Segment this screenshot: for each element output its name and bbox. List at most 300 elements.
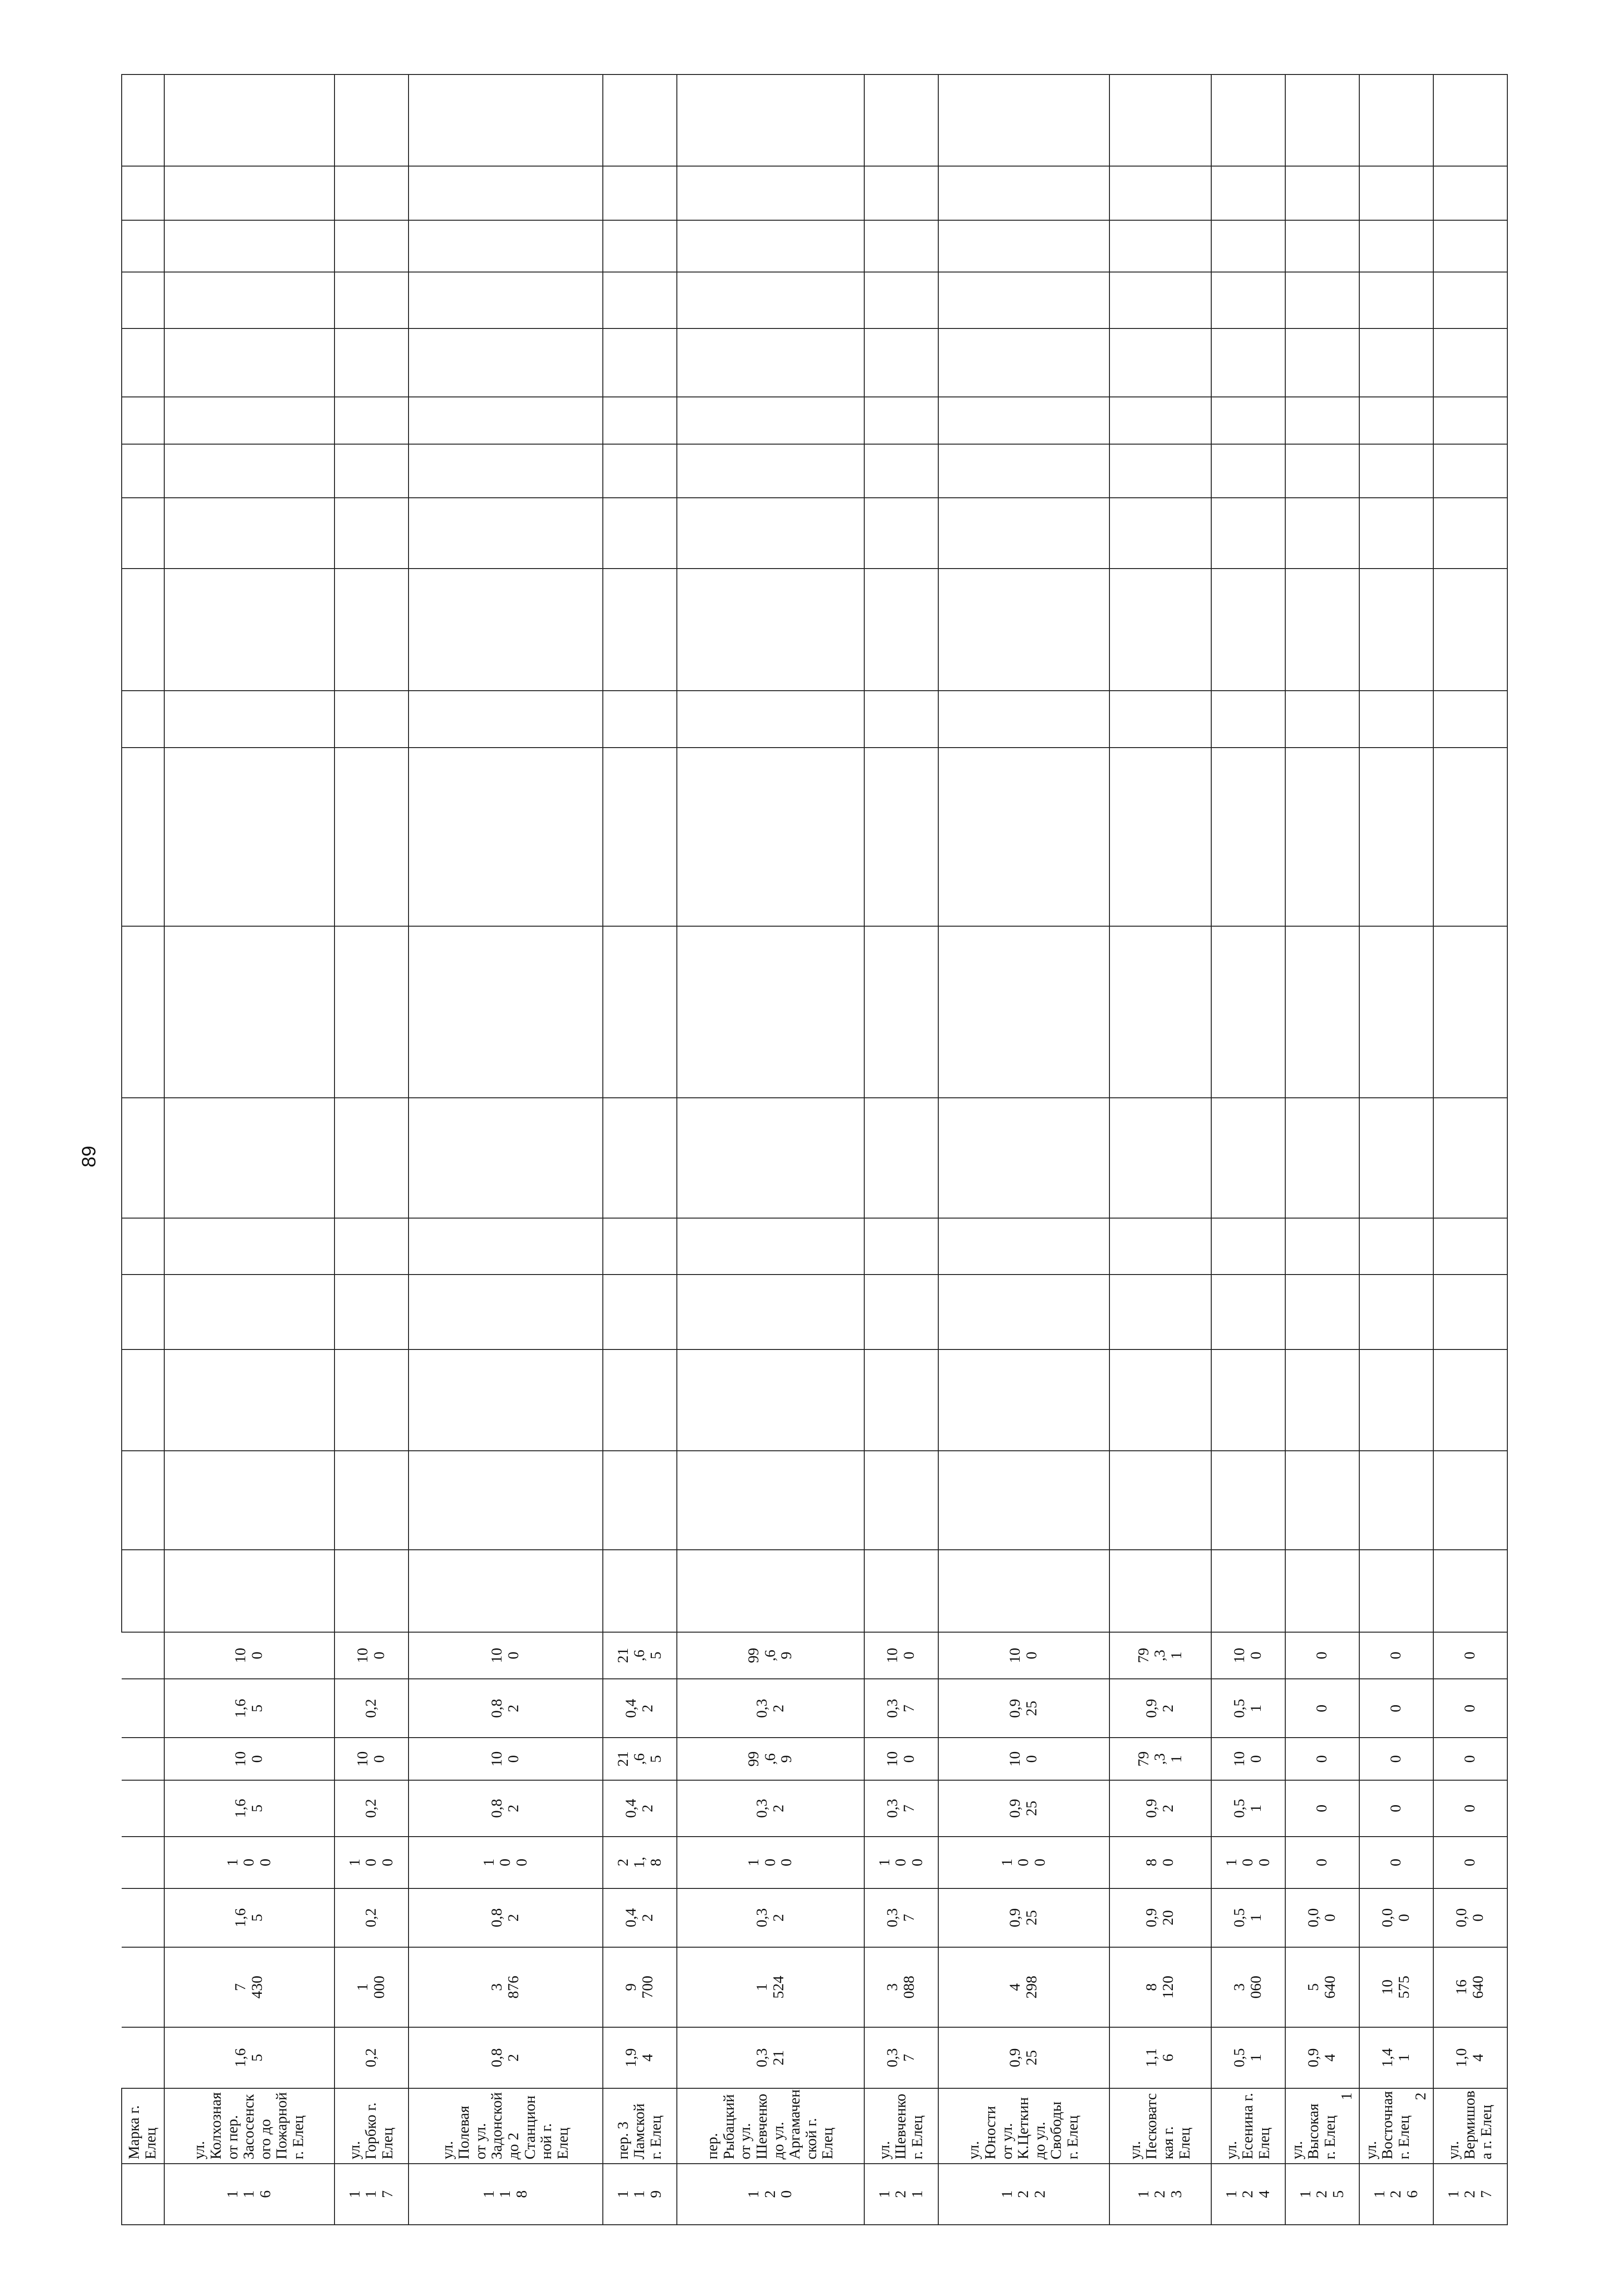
empty-cell	[409, 1275, 603, 1350]
value-cell	[1211, 1947, 1285, 2027]
value-cell	[938, 1632, 1109, 1679]
empty-cell	[938, 1550, 1109, 1632]
value-cell	[1285, 1837, 1359, 1888]
row-name-cell	[335, 2088, 409, 2164]
value-c6: 79 ,3 1	[1135, 1751, 1185, 1767]
empty-cell	[409, 328, 603, 396]
value-cell	[1285, 1632, 1359, 1679]
value-c4: 1 0 0	[1223, 1858, 1273, 1867]
value-cell	[864, 1947, 938, 2027]
rotated-table-wrapper	[121, 74, 1509, 2225]
empty-cell	[864, 166, 938, 220]
empty-cell	[1359, 220, 1433, 272]
empty-cell	[1109, 926, 1211, 1098]
value-cell	[335, 1738, 409, 1780]
empty-cell	[677, 498, 864, 569]
empty-cell	[335, 74, 409, 166]
empty-cell	[335, 220, 409, 272]
value-cell	[677, 2027, 864, 2088]
value-c5: 0,2	[363, 1799, 380, 1818]
table-row	[1211, 74, 1285, 2225]
value-cell	[1211, 1888, 1285, 1947]
value-c7: 0,5 1	[1231, 1699, 1264, 1718]
value-c3: 0,8 2	[489, 1908, 522, 1928]
value-cell	[335, 1780, 409, 1837]
empty-cell	[164, 166, 335, 220]
empty-cell	[1433, 220, 1507, 272]
empty-cell	[409, 926, 603, 1098]
empty-cell	[1359, 74, 1433, 166]
value-cell	[409, 1679, 603, 1738]
value-cell	[1109, 1632, 1211, 1679]
value-c1: 0,8 2	[489, 2048, 522, 2067]
value-c6: 10 0	[884, 1751, 917, 1767]
empty-cell	[1211, 1218, 1285, 1275]
value-cell	[1109, 1888, 1211, 1947]
empty-cell	[1109, 1550, 1211, 1632]
empty-cell	[1109, 397, 1211, 444]
empty-cell	[603, 1275, 677, 1350]
empty-cell	[335, 1550, 409, 1632]
value-cell	[1359, 1947, 1433, 2027]
value-cell	[1285, 2027, 1359, 2088]
empty-cell	[938, 1349, 1109, 1451]
value-c8: 10 0	[1007, 1647, 1040, 1663]
value-c3: 0,0 0	[1305, 1908, 1338, 1928]
value-cell	[1433, 2027, 1507, 2088]
empty-cell	[122, 498, 164, 569]
value-cell	[409, 1837, 603, 1888]
empty-cell	[603, 1098, 677, 1218]
value-c1: 0,3 7	[884, 2048, 917, 2067]
empty-cell	[677, 926, 864, 1098]
empty-cell	[1285, 926, 1359, 1098]
empty-cell	[1433, 498, 1507, 569]
value-cell	[1359, 1780, 1433, 1837]
empty-cell	[1285, 1218, 1359, 1275]
empty-cell	[677, 397, 864, 444]
row-name: ул. Горбко г. Елец	[346, 2102, 396, 2160]
row-index: 1 1 9	[614, 2190, 664, 2198]
empty-cell	[1211, 1349, 1285, 1451]
value-cell	[1433, 1738, 1507, 1780]
value-c7: 0,8 2	[489, 1699, 522, 1718]
empty-cell	[938, 74, 1109, 166]
empty-cell	[1433, 691, 1507, 747]
empty-cell	[677, 1218, 864, 1275]
value-c4: 8 0	[1143, 1858, 1177, 1867]
row-index-cell	[603, 2164, 677, 2225]
row-name: ул. Высокая г. Елец	[1288, 2104, 1338, 2160]
empty-cell	[864, 1349, 938, 1451]
table-row	[335, 74, 409, 2225]
value-c2: 3 088	[884, 1975, 917, 1999]
empty-cell	[1359, 1218, 1433, 1275]
empty-cell	[164, 498, 335, 569]
value-c6: 0	[1313, 1755, 1331, 1763]
empty-cell	[335, 328, 409, 396]
empty-cell	[603, 1218, 677, 1275]
row-mark: 1	[1338, 2092, 1355, 2100]
empty-cell	[122, 1738, 164, 1780]
value-c8: 0	[1462, 1652, 1479, 1659]
empty-cell	[1211, 1451, 1285, 1550]
value-c8: 79 ,3 1	[1135, 1647, 1185, 1663]
value-c3: 1,6 5	[232, 1908, 266, 1928]
empty-cell	[1285, 1451, 1359, 1550]
value-cell	[1285, 1888, 1359, 1947]
empty-cell	[1285, 220, 1359, 272]
value-cell	[938, 1738, 1109, 1780]
empty-cell	[1211, 272, 1285, 328]
table-row	[603, 74, 677, 2225]
value-c8: 0	[1388, 1652, 1405, 1659]
value-cell	[938, 1679, 1109, 1738]
value-c6: 99 ,6 9	[745, 1751, 795, 1767]
value-c8: 21 ,6 5	[614, 1647, 664, 1663]
empty-cell	[409, 444, 603, 498]
empty-cell	[164, 1349, 335, 1451]
empty-cell	[122, 1451, 164, 1550]
value-c2: 10 575	[1379, 1975, 1412, 1999]
value-cell	[409, 1632, 603, 1679]
empty-cell	[335, 1451, 409, 1550]
value-c5: 0,3 7	[884, 1799, 917, 1818]
empty-cell	[1109, 1349, 1211, 1451]
empty-cell	[864, 1218, 938, 1275]
empty-cell	[1433, 926, 1507, 1098]
value-cell	[164, 1632, 335, 1679]
empty-cell	[409, 748, 603, 926]
row-index: 1 2 3	[1135, 2190, 1185, 2198]
value-c6: 10 0	[1231, 1751, 1264, 1767]
value-cell	[677, 1679, 864, 1738]
empty-cell	[122, 166, 164, 220]
row-index-cell	[1109, 2164, 1211, 2225]
value-c4: 0	[1388, 1858, 1405, 1867]
empty-cell	[122, 1837, 164, 1888]
value-cell	[938, 1947, 1109, 2027]
value-c4: 0	[1462, 1858, 1479, 1867]
value-cell	[164, 1837, 335, 1888]
empty-cell	[1109, 569, 1211, 691]
value-cell	[1433, 1947, 1507, 2027]
empty-cell	[864, 74, 938, 166]
header-row	[122, 74, 164, 2225]
empty-cell	[1433, 397, 1507, 444]
value-c8: 0	[1313, 1652, 1331, 1659]
empty-cell	[938, 498, 1109, 569]
empty-cell	[603, 1550, 677, 1632]
table-row	[1285, 74, 1359, 2225]
value-c4: 1 0 0	[346, 1858, 396, 1867]
value-c2: 4 298	[1007, 1975, 1040, 1999]
empty-cell	[1285, 444, 1359, 498]
empty-cell	[1211, 166, 1285, 220]
value-cell	[1211, 1780, 1285, 1837]
empty-cell	[1211, 569, 1285, 691]
empty-cell	[335, 748, 409, 926]
empty-cell	[1109, 328, 1211, 396]
empty-cell	[1359, 272, 1433, 328]
empty-cell	[1359, 1275, 1433, 1350]
table-row	[938, 74, 1109, 2225]
empty-cell	[864, 220, 938, 272]
empty-cell	[164, 1451, 335, 1550]
empty-cell	[1109, 1218, 1211, 1275]
value-c6: 21 ,6 5	[614, 1751, 664, 1767]
table-row	[409, 74, 603, 2225]
row-name: пер. 3 Ламской г. Елец	[614, 2103, 664, 2160]
value-c7: 0,4 2	[623, 1699, 656, 1718]
value-cell	[864, 1780, 938, 1837]
empty-cell	[603, 272, 677, 328]
empty-cell	[677, 1550, 864, 1632]
empty-cell	[122, 569, 164, 691]
empty-cell	[864, 444, 938, 498]
empty-cell	[938, 272, 1109, 328]
empty-cell	[1285, 1349, 1359, 1451]
empty-cell	[1109, 272, 1211, 328]
empty-cell	[335, 569, 409, 691]
value-cell	[1359, 1888, 1433, 1947]
empty-cell	[1433, 1098, 1507, 1218]
empty-cell	[122, 272, 164, 328]
empty-cell	[164, 220, 335, 272]
empty-cell	[164, 748, 335, 926]
value-cell	[603, 1738, 677, 1780]
value-c6: 10 0	[489, 1751, 522, 1767]
empty-cell	[1285, 272, 1359, 328]
value-c1: 1,4 1	[1379, 2048, 1412, 2067]
empty-cell	[1359, 397, 1433, 444]
value-cell	[603, 1888, 677, 1947]
row-index-cell	[1211, 2164, 1285, 2225]
empty-cell	[938, 220, 1109, 272]
row-index-cell	[1433, 2164, 1507, 2225]
empty-cell	[1359, 444, 1433, 498]
value-cell	[409, 2027, 603, 2088]
empty-cell	[1433, 74, 1507, 166]
empty-cell	[335, 1218, 409, 1275]
value-cell	[1285, 1780, 1359, 1837]
empty-cell	[938, 748, 1109, 926]
value-cell	[335, 1679, 409, 1738]
value-c6: 10 0	[354, 1751, 388, 1767]
empty-cell	[409, 1218, 603, 1275]
empty-cell	[1211, 328, 1285, 396]
empty-cell	[864, 498, 938, 569]
empty-cell	[164, 74, 335, 166]
empty-cell	[603, 397, 677, 444]
empty-cell	[864, 1098, 938, 1218]
row-index: 1 2 6	[1371, 2190, 1421, 2198]
row-name: ул. Шевченко г. Елец	[876, 2093, 926, 2160]
value-cell	[1359, 1632, 1433, 1679]
value-c3: 0,3 2	[753, 1908, 787, 1928]
empty-cell	[864, 691, 938, 747]
empty-cell	[938, 166, 1109, 220]
value-cell	[1109, 1837, 1211, 1888]
empty-cell	[335, 926, 409, 1098]
row-index-cell	[1359, 2164, 1433, 2225]
empty-cell	[409, 397, 603, 444]
value-c1: 1,1 6	[1143, 2048, 1177, 2067]
value-c2: 3 060	[1231, 1975, 1264, 1999]
empty-cell	[603, 691, 677, 747]
empty-cell	[603, 444, 677, 498]
empty-cell	[938, 569, 1109, 691]
value-c4: 1 0 0	[745, 1858, 795, 1867]
row-name-cell	[1285, 2088, 1359, 2164]
empty-cell	[603, 748, 677, 926]
empty-cell	[938, 926, 1109, 1098]
row-index: 1 2 0	[745, 2190, 795, 2198]
value-c6: 0	[1388, 1755, 1405, 1763]
row-name-cell	[1109, 2088, 1211, 2164]
value-cell	[603, 1837, 677, 1888]
empty-cell	[864, 1451, 938, 1550]
empty-cell	[122, 1550, 164, 1632]
empty-cell	[122, 1632, 164, 1679]
empty-cell	[1359, 1550, 1433, 1632]
value-cell	[164, 1888, 335, 1947]
value-c5: 0	[1462, 1804, 1479, 1813]
row-name-cell	[603, 2088, 677, 2164]
value-cell	[1109, 1738, 1211, 1780]
empty-cell	[335, 166, 409, 220]
value-cell	[864, 1837, 938, 1888]
value-cell	[1433, 1780, 1507, 1837]
row-name-cell	[677, 2088, 864, 2164]
value-cell	[1109, 1780, 1211, 1837]
empty-cell	[677, 220, 864, 272]
empty-cell	[864, 926, 938, 1098]
empty-cell	[1211, 691, 1285, 747]
empty-cell	[1109, 166, 1211, 220]
empty-cell	[1109, 1098, 1211, 1218]
empty-cell	[1211, 444, 1285, 498]
value-cell	[864, 1738, 938, 1780]
empty-cell	[677, 444, 864, 498]
value-c7: 1,6 5	[232, 1699, 266, 1718]
empty-cell	[677, 328, 864, 396]
empty-cell	[1359, 166, 1433, 220]
value-cell	[603, 1632, 677, 1679]
row-name: ул. Восточная г. Елец	[1363, 2091, 1412, 2160]
value-c6: 10 0	[232, 1751, 266, 1767]
empty-cell	[1211, 74, 1285, 166]
value-cell	[864, 1679, 938, 1738]
empty-cell	[335, 1275, 409, 1350]
empty-cell	[1359, 748, 1433, 926]
row-name-cell	[164, 2088, 335, 2164]
empty-cell	[409, 1349, 603, 1451]
empty-cell	[122, 1218, 164, 1275]
row-name: ул. Песковатс кая г. Елец	[1127, 2093, 1193, 2160]
empty-cell	[122, 1888, 164, 1947]
empty-cell	[409, 220, 603, 272]
value-c2: 1 000	[354, 1975, 388, 1999]
empty-cell	[1433, 748, 1507, 926]
empty-cell	[164, 691, 335, 747]
header-index-cell	[122, 2164, 164, 2225]
value-cell	[1211, 1837, 1285, 1888]
empty-cell	[122, 691, 164, 747]
value-c3: 0,5 1	[1231, 1908, 1264, 1928]
value-c2: 3 876	[489, 1975, 522, 1999]
empty-cell	[1285, 691, 1359, 747]
value-c7: 0	[1313, 1704, 1331, 1713]
row-index-cell	[1285, 2164, 1359, 2225]
empty-cell	[409, 1550, 603, 1632]
empty-cell	[1285, 1550, 1359, 1632]
row-index: 1 2 5	[1297, 2190, 1347, 2198]
row-index-cell	[335, 2164, 409, 2225]
value-c5: 0	[1388, 1804, 1405, 1813]
empty-cell	[603, 569, 677, 691]
value-cell	[677, 1947, 864, 2027]
value-c5: 0,5 1	[1231, 1799, 1264, 1818]
value-c8: 10 0	[232, 1647, 266, 1663]
empty-cell	[938, 1275, 1109, 1350]
row-index-cell	[164, 2164, 335, 2225]
empty-cell	[1359, 569, 1433, 691]
value-c7: 0,3 7	[884, 1699, 917, 1718]
empty-cell	[1211, 397, 1285, 444]
header-name-cell	[122, 2088, 164, 2164]
empty-cell	[335, 272, 409, 328]
empty-cell	[1285, 748, 1359, 926]
empty-cell	[1359, 1451, 1433, 1550]
value-c8: 10 0	[489, 1647, 522, 1663]
table-row	[1433, 74, 1507, 2225]
row-index: 1 2 7	[1445, 2190, 1495, 2198]
value-c5: 0	[1313, 1804, 1331, 1813]
table-row	[164, 74, 335, 2225]
value-c5: 0,4 2	[623, 1799, 656, 1818]
empty-cell	[122, 328, 164, 396]
empty-cell	[677, 691, 864, 747]
row-name: пер. Рыбацкий от ул. Шевченко до ул. Аргамачен ской г. Елец	[704, 2089, 836, 2160]
value-c4: 2 1, 8	[614, 1857, 664, 1869]
empty-cell	[1285, 397, 1359, 444]
empty-cell	[122, 2027, 164, 2088]
value-cell	[677, 1632, 864, 1679]
row-index-cell	[864, 2164, 938, 2225]
value-cell	[1433, 1837, 1507, 1888]
value-c3: 0,9 25	[1007, 1908, 1040, 1928]
empty-cell	[1359, 1098, 1433, 1218]
empty-cell	[603, 74, 677, 166]
value-c1: 0,3 21	[753, 2048, 787, 2067]
value-c5: 1,6 5	[232, 1799, 266, 1818]
empty-cell	[603, 166, 677, 220]
empty-cell	[1211, 926, 1285, 1098]
row-name-cell	[1359, 2088, 1433, 2164]
empty-cell	[409, 1451, 603, 1550]
row-name-cell	[1211, 2088, 1285, 2164]
row-index-cell	[938, 2164, 1109, 2225]
value-cell	[409, 1738, 603, 1780]
value-cell	[335, 1837, 409, 1888]
value-c4: 1 0 0	[480, 1858, 530, 1867]
empty-cell	[1109, 220, 1211, 272]
empty-cell	[1359, 926, 1433, 1098]
value-cell	[1211, 1738, 1285, 1780]
value-cell	[603, 1679, 677, 1738]
empty-cell	[864, 272, 938, 328]
